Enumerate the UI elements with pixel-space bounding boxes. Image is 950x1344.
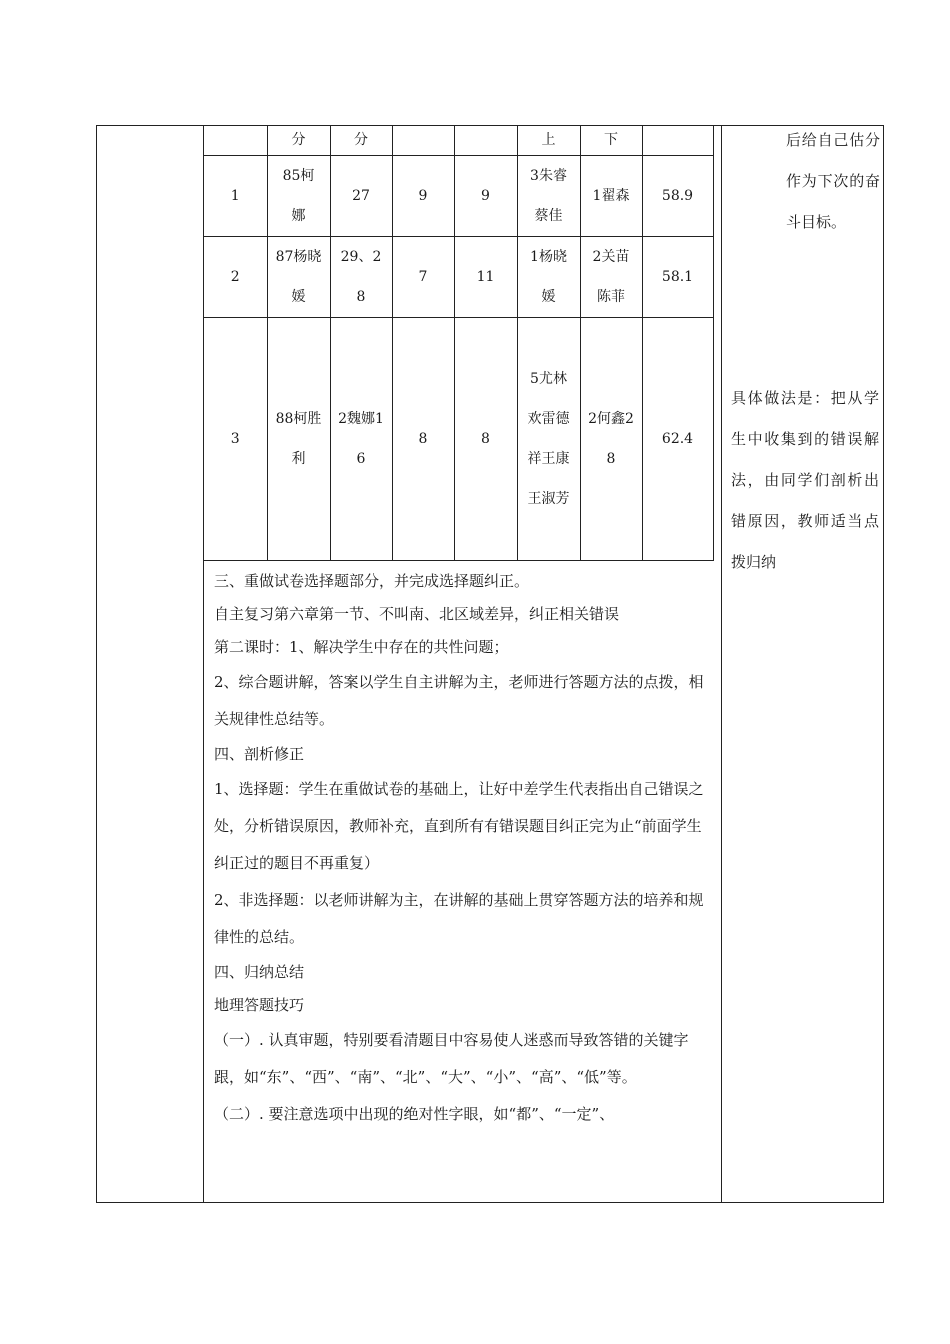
header-cell	[392, 125, 454, 156]
paragraph: （一）. 认真审题，特别要看清题目中容易使人迷惑而导致答错的关键字跟，如“东”、“西”、“南”、“北”、“大”、“小”、“高”、“低”等。	[214, 1031, 689, 1086]
paragraph: （二）. 要注意选项中出现的绝对性字眼，如“都”、“一定”、	[214, 1105, 615, 1123]
table-cell: 3	[204, 318, 267, 561]
side-note-method: 具体做法是：把从学生中收集到的错误解法，由同学们剖析出错原因，教师适当点拨归纳	[731, 389, 879, 571]
table-cell: 27	[330, 156, 392, 237]
table-cell	[267, 156, 330, 237]
cell-text: 1杨晓媛	[530, 249, 567, 305]
table-cell	[267, 237, 330, 318]
cell-text: 2魏娜16	[338, 411, 384, 467]
header-cell: 下	[580, 125, 642, 156]
paragraph: 1、选择题：学生在重做试卷的基础上，让好中差学生代表指出自己错误之处，分析错误原因，教师补充，直到所有有错误题目纠正完为止“前面学生纠正过的题目不再重复）	[214, 780, 704, 872]
cell-text: 2关苗陈菲	[592, 249, 630, 305]
cell-text: 2何鑫28	[588, 411, 634, 467]
header-cell	[454, 125, 517, 156]
table-cell	[580, 237, 642, 318]
header-cell: 分	[267, 125, 330, 156]
table-cell	[330, 237, 392, 318]
column-divider-right	[721, 125, 722, 1203]
table-cell: 1	[204, 156, 267, 237]
table-cell: 1翟森	[580, 156, 642, 237]
cell-text: 5尤林欢雷德祥王康王淑芳	[527, 371, 570, 507]
section-heading: 四、剖析修正	[214, 745, 305, 763]
paragraph: 2、非选择题：以老师讲解为主，在讲解的基础上贯穿答题方法的培养和规律性的总结。	[214, 891, 704, 946]
score-table-header-row	[204, 125, 713, 156]
score-table	[204, 125, 714, 561]
cell-text: 3朱睿蔡佳	[530, 168, 567, 224]
table-cell	[267, 318, 330, 561]
cell-text: 87杨晓媛	[275, 249, 322, 305]
side-note-self-estimate: 后给自己估分作为下次的奋斗目标。	[786, 131, 880, 231]
table-cell	[580, 318, 642, 561]
table-cell: 8	[392, 318, 454, 561]
table-cell: 7	[392, 237, 454, 318]
table-row	[204, 237, 713, 318]
cell-text: 85柯娜	[282, 168, 315, 224]
header-cell	[204, 125, 267, 156]
lesson-plan-text	[214, 565, 714, 1133]
header-cell	[642, 125, 713, 156]
paragraph: 2、综合题讲解，答案以学生自主讲解为主，老师进行答题方法的点拨，相关规律性总结等。	[214, 673, 704, 728]
cell-text: 29、28	[340, 249, 382, 305]
table-cell: 58.9	[642, 156, 713, 237]
header-cell: 上	[517, 125, 580, 156]
table-cell: 11	[454, 237, 517, 318]
table-cell	[517, 156, 580, 237]
table-cell	[517, 318, 580, 561]
table-row	[204, 318, 713, 561]
subheading: 地理答题技巧	[214, 996, 305, 1014]
section-three-line: 三、重做试卷选择题部分，并完成选择题纠正。	[214, 572, 530, 590]
section-heading: 四、归纳总结	[214, 963, 305, 981]
table-cell	[330, 318, 392, 561]
table-cell: 58.1	[642, 237, 713, 318]
header-cell: 分	[330, 125, 392, 156]
table-cell	[517, 237, 580, 318]
table-cell: 62.4	[642, 318, 713, 561]
table-cell: 9	[454, 156, 517, 237]
cell-text: 88柯胜利	[275, 411, 322, 467]
table-cell: 9	[392, 156, 454, 237]
table-row	[204, 156, 713, 237]
table-cell: 2	[204, 237, 267, 318]
table-cell: 8	[454, 318, 517, 561]
second-lesson-line: 第二课时：1、解决学生中存在的共性问题；	[214, 638, 509, 656]
review-line: 自主复习第六章第一节、不叫南、北区域差异，纠正相关错误	[214, 605, 620, 623]
